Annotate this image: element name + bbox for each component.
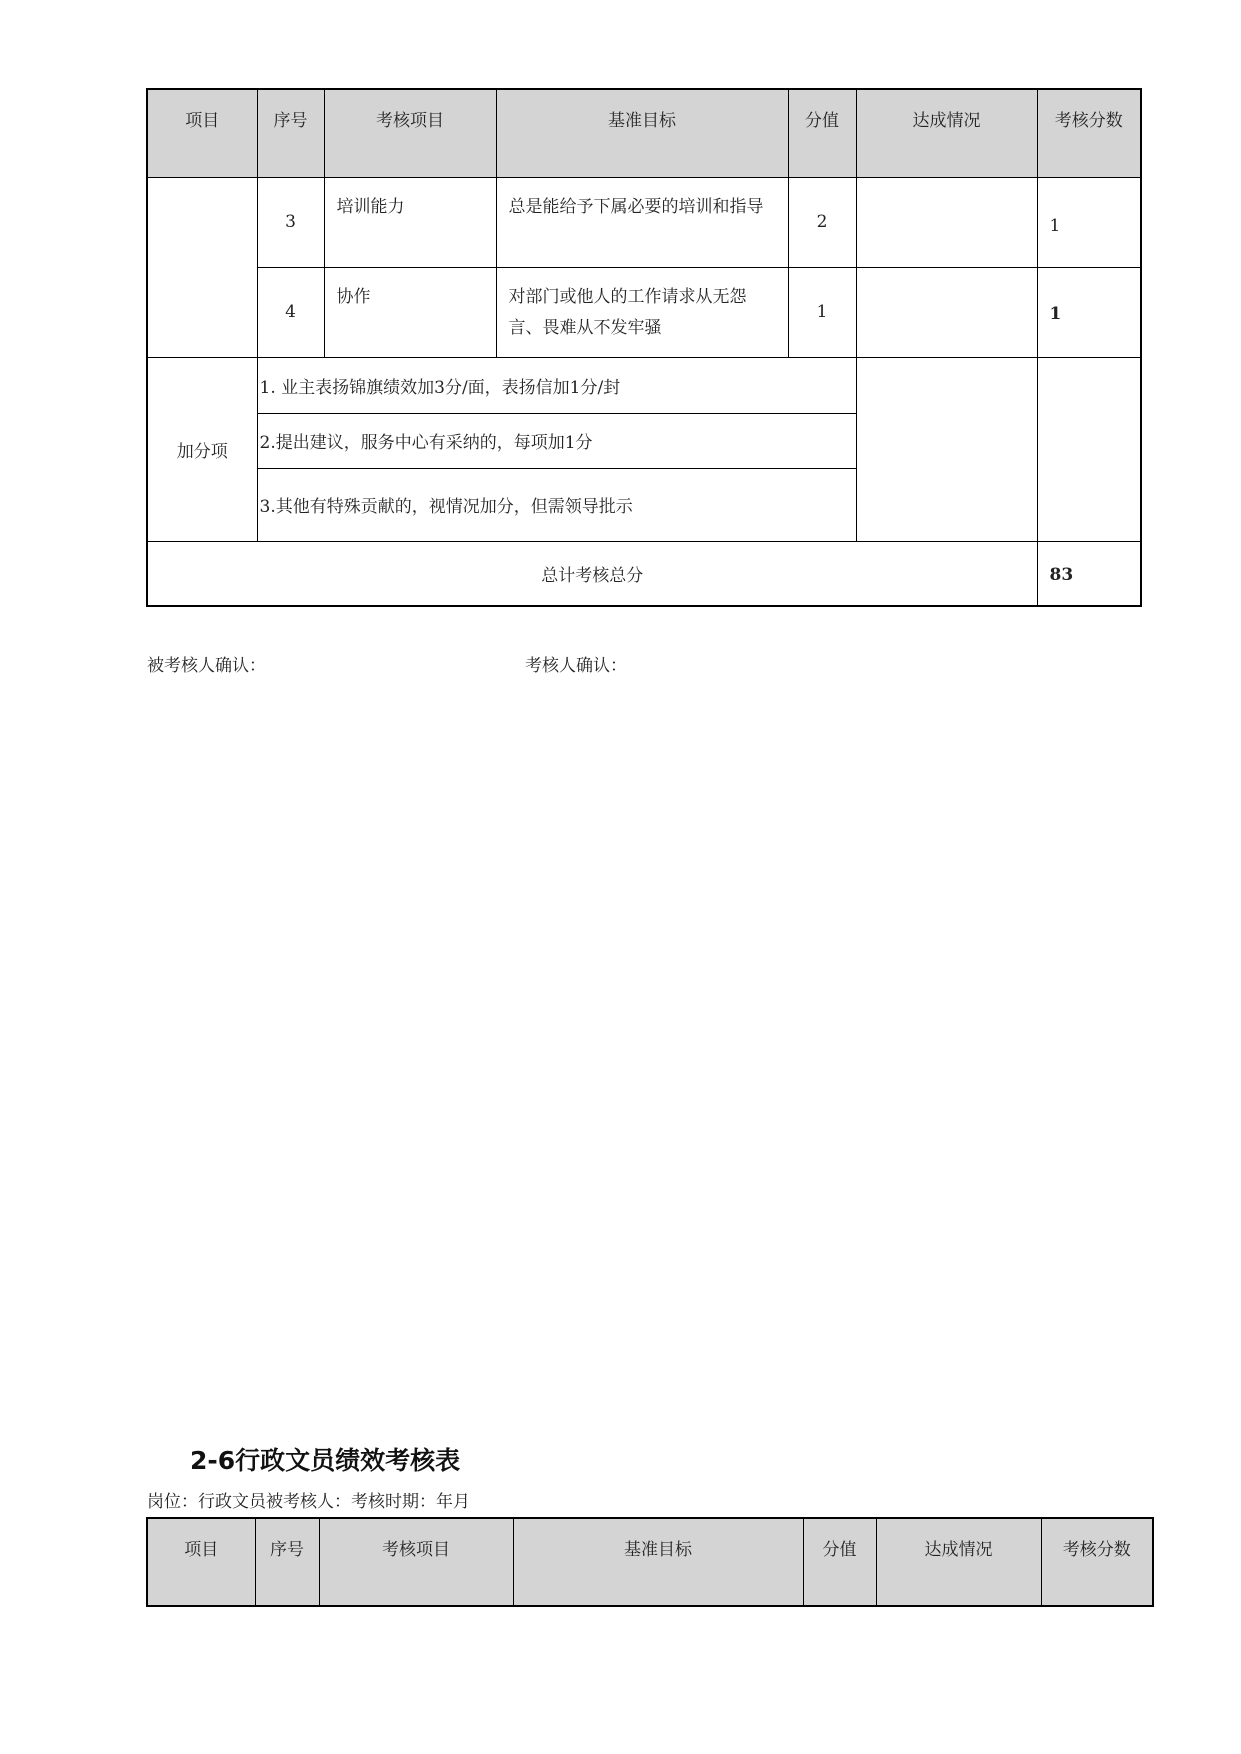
bonus-score (1037, 357, 1141, 541)
row-achieved (856, 267, 1037, 357)
row-points: 2 (788, 177, 856, 267)
assessee-confirm: 被考核人确认： (147, 656, 266, 676)
header-project: 项目 (147, 89, 257, 177)
row-target: 总是能给予下属必要的培训和指导 (496, 177, 788, 267)
header-points: 分值 (803, 1518, 876, 1606)
header-target: 基准目标 (513, 1518, 803, 1606)
assessor-confirm: 考核人确认： (525, 656, 627, 676)
total-label: 总计考核总分 (147, 541, 1037, 606)
table-2 (146, 1517, 1154, 1607)
table-row (147, 177, 1141, 267)
header-points: 分值 (788, 89, 856, 177)
table-row (147, 267, 1141, 357)
header-project: 项目 (147, 1518, 255, 1606)
header-seq: 序号 (255, 1518, 319, 1606)
row-score: 1 (1037, 267, 1141, 357)
row-seq: 4 (257, 267, 324, 357)
header-target: 基准目标 (496, 89, 788, 177)
section-meta: 岗位：行政文员被考核人：考核时期：年月 (147, 1492, 470, 1512)
category-cell (147, 177, 257, 357)
total-row (147, 541, 1141, 606)
table-1-header-row (147, 89, 1141, 177)
bonus-label: 加分项 (147, 357, 257, 541)
row-item: 协作 (324, 267, 496, 357)
header-score: 考核分数 (1041, 1518, 1153, 1606)
header-achieved: 达成情况 (856, 89, 1037, 177)
header-seq: 序号 (257, 89, 324, 177)
bonus-row (147, 357, 1141, 413)
header-item: 考核项目 (319, 1518, 513, 1606)
bonus-achieved (856, 357, 1037, 541)
row-achieved (856, 177, 1037, 267)
row-points: 1 (788, 267, 856, 357)
row-score: 1 (1037, 177, 1141, 267)
row-item: 培训能力 (324, 177, 496, 267)
row-seq: 3 (257, 177, 324, 267)
bonus-item: 1. 业主表扬锦旗绩效加3分/面，表扬信加1分/封 (257, 357, 856, 413)
header-score: 考核分数 (1037, 89, 1141, 177)
header-achieved: 达成情况 (876, 1518, 1041, 1606)
header-item: 考核项目 (324, 89, 496, 177)
bonus-item: 2.提出建议，服务中心有采纳的，每项加1分 (257, 413, 856, 468)
section-title: 2-6行政文员绩效考核表 (190, 1446, 461, 1475)
total-value: 83 (1037, 541, 1141, 606)
table-1 (146, 88, 1142, 607)
bonus-item: 3.其他有特殊贡献的，视情况加分，但需领导批示 (257, 468, 856, 541)
row-target: 对部门或他人的工作请求从无怨言、畏难从不发牢骚 (496, 267, 788, 357)
table-2-header-row (147, 1518, 1153, 1606)
